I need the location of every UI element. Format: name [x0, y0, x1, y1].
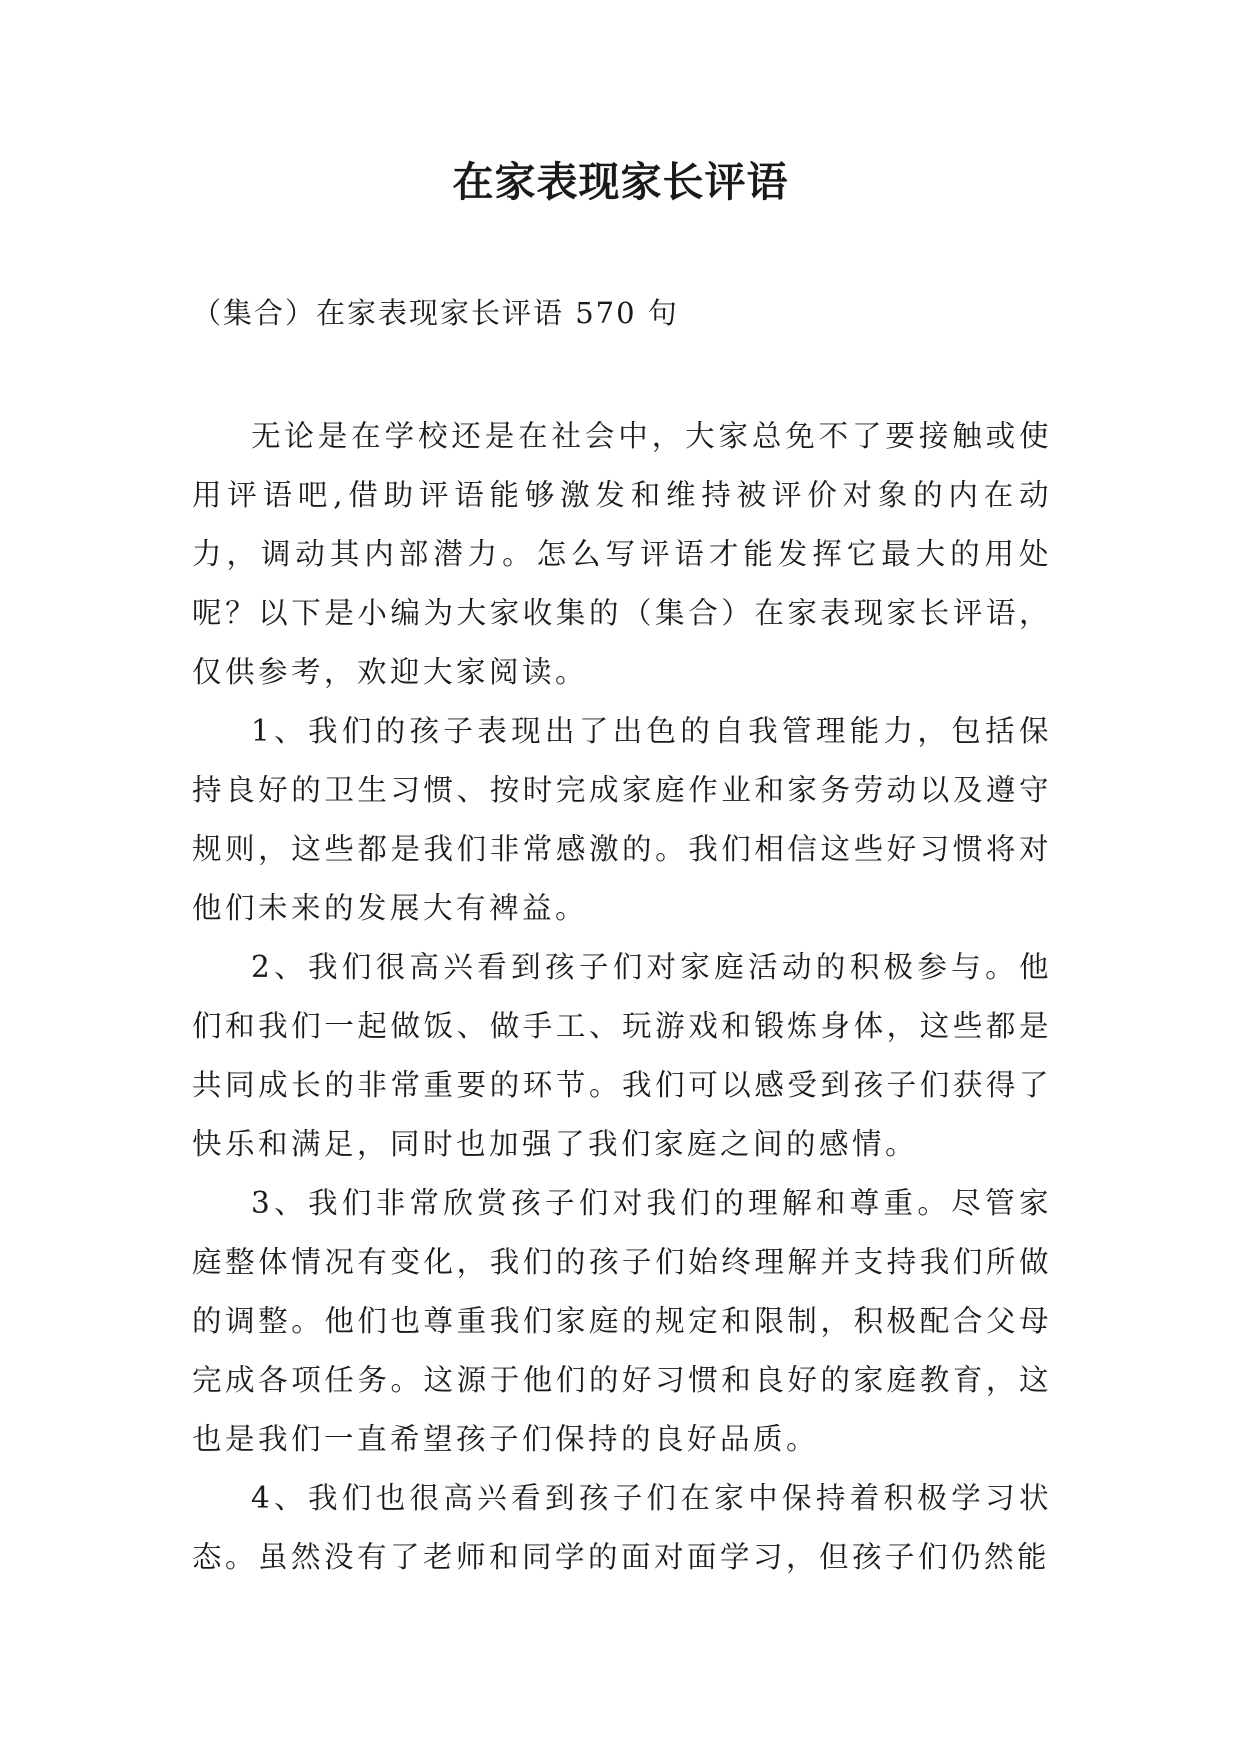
intro-paragraph: 无论是在学校还是在社会中，大家总免不了要接触或使用评语吧,借助评语能够激发和维持被评价对象的内在动力，调动其内部潜力。怎么写评语才能发挥它最大的用处呢？以下是小编为大家收集的（集合）在家表现家长评语，仅供参考，欢迎大家阅读。 — [192, 419, 1052, 689]
comment-paragraph-3: 3、我们非常欣赏孩子们对我们的理解和尊重。尽管家庭整体情况有变化，我们的孩子们始终理解并支持我们所做的调整。他们也尊重我们家庭的规定和限制，积极配合父母完成各项任务。这源于他们的好习惯和良好的家庭教育，这也是我们一直希望孩子们保持的良好品质。 — [192, 1186, 1052, 1456]
document-subtitle: （集合）在家表现家长评语 570 句 — [192, 296, 679, 330]
document-body — [192, 407, 1052, 1587]
document-title: 在家表现家长评语 — [452, 158, 789, 206]
comment-paragraph-1: 1、我们的孩子表现出了出色的自我管理能力，包括保持良好的卫生习惯、按时完成家庭作业和家务劳动以及遵守规则，这些都是我们非常感激的。我们相信这些好习惯将对他们未来的发展大有裨益。 — [192, 714, 1052, 925]
comment-paragraph-2: 2、我们很高兴看到孩子们对家庭活动的积极参与。他们和我们一起做饭、做手工、玩游戏和锻炼身体，这些都是共同成长的非常重要的环节。我们可以感受到孩子们获得了快乐和满足，同时也加强了我们家庭之间的感情。 — [192, 950, 1052, 1161]
comment-paragraph-4: 4、我们也很高兴看到孩子们在家中保持着积极学习状态。虽然没有了老师和同学的面对面学习，但孩子们仍然能 — [192, 1481, 1052, 1574]
